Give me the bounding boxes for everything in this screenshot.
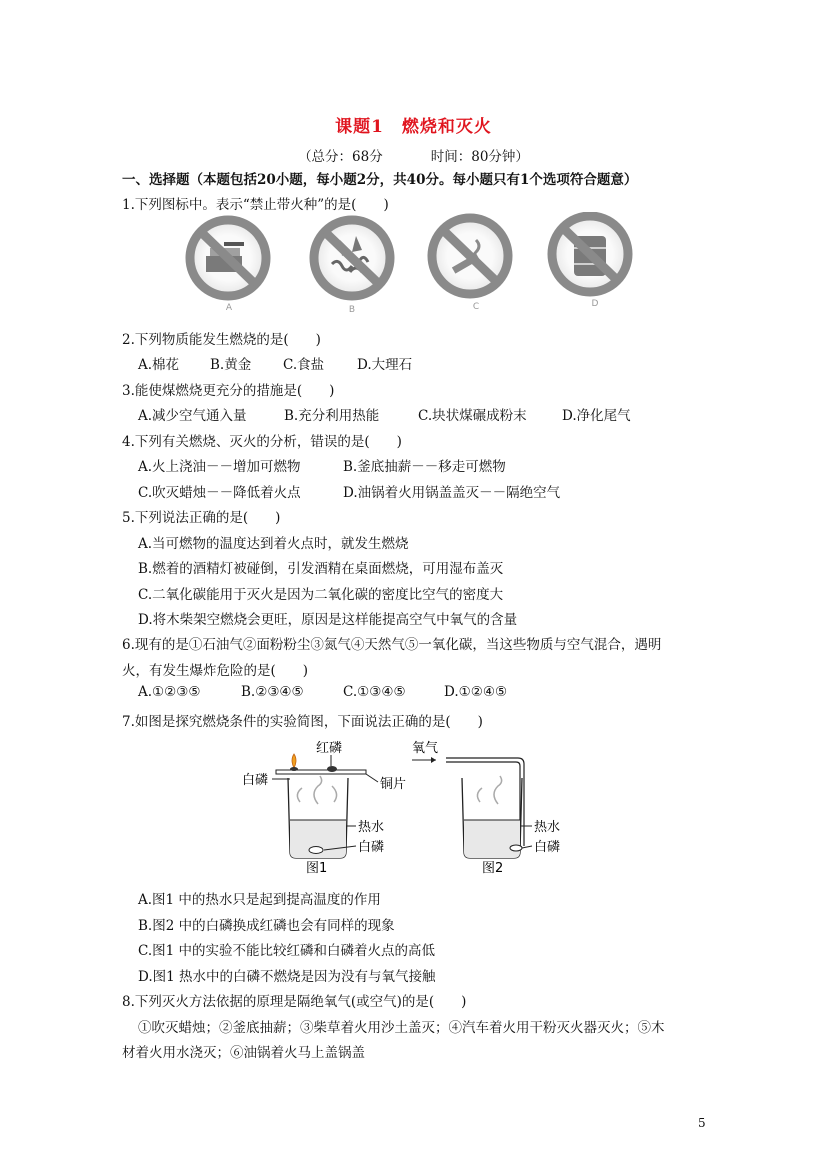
q7-option-c: C.图1 中的实验不能比较红磷和白磷着火点的高低 — [138, 943, 436, 959]
figure-1-caption: 图1 — [306, 861, 328, 876]
page-number: 5 — [698, 1116, 706, 1130]
q5-option-c: C.二氧化碳能用于灭火是因为二氧化碳的密度比空气的密度大 — [138, 587, 504, 603]
sign-label-a: A — [225, 303, 233, 313]
no-fuel-drum-sign-icon — [552, 216, 628, 292]
q3-option-b: B.充分利用热能 — [284, 408, 380, 424]
sign-label-d: D — [591, 299, 599, 309]
q6-option-d: D.①②④⑤ — [444, 684, 508, 700]
q5-option-a: A.当可燃物的温度达到着火点时，就发生燃烧 — [138, 536, 409, 552]
q2-option-d: D.大理石 — [357, 357, 413, 373]
q6-option-c: C.①③④⑤ — [343, 684, 406, 700]
no-smoking-sign-icon — [432, 218, 508, 294]
q4-option-d: D.油锅着火用锅盖盖灭－－隔绝空气 — [343, 485, 561, 501]
q2-option-b: B.黄金 — [210, 357, 252, 373]
no-fireworks-sign-icon — [314, 220, 390, 296]
figure-2-caption: 图2 — [482, 861, 504, 876]
q6-stem-line2: 火，有发生爆炸危险的是( ) — [122, 663, 309, 679]
q4-option-a: A.火上浇油－－增加可燃物 — [138, 459, 301, 475]
q5-option-d: D.将木柴架空燃烧会更旺，原因是这样能提高空气中氧气的含量 — [138, 612, 518, 628]
q8-list-line1: ①吹灭蜡烛；②釜底抽薪；③柴草着火用沙土盖灭；④汽车着火用干粉灭火器灭火；⑤木 — [138, 1020, 665, 1036]
q3-option-d: D.净化尾气 — [562, 408, 631, 424]
sign-label-c: C — [472, 302, 480, 312]
q3-stem: 3.能使煤燃烧更充分的措施是( ) — [122, 383, 335, 399]
q3-option-c: C.块状煤碾成粉末 — [418, 408, 527, 424]
q2-stem: 2.下列物质能发生燃烧的是( ) — [122, 332, 321, 348]
q4-stem: 4.下列有关燃烧、灭火的分析，错误的是( ) — [122, 434, 402, 450]
label-copper-sheet: 铜片 — [380, 777, 407, 792]
q8-list-line2: 材着火用水浇灭；⑥油锅着火马上盖锅盖 — [122, 1045, 365, 1061]
exam-info — [0, 145, 827, 165]
q2-option-c: C.食盐 — [283, 357, 325, 373]
q3-option-a: A.减少空气通入量 — [138, 408, 247, 424]
q4-option-b: B.釜底抽薪－－移走可燃物 — [343, 459, 506, 475]
label-hot-water-2: 热水 — [534, 820, 561, 835]
q6-stem-line1: 6.现有的是①石油气②面粉粉尘③氮气④天然气⑤一氧化碳，当这些物质与空气混合，遇明 — [122, 637, 662, 653]
q8-stem: 8.下列灭火方法依据的原理是隔绝氧气(或空气)的是( ) — [122, 994, 467, 1010]
q7-stem: 7.如图是探究燃烧条件的实验简图，下面说法正确的是( ) — [122, 714, 483, 730]
page-title: 课题1 燃烧和灭火 — [335, 117, 492, 137]
label-hot-water-1: 热水 — [358, 820, 385, 835]
total-score: （总分：68分 — [298, 149, 383, 165]
q7-option-d: D.图1 热水中的白磷不燃烧是因为没有与氧气接触 — [138, 969, 436, 985]
q1-stem: 1.下列图标中。表示“禁止带火种”的是( ) — [122, 197, 389, 213]
combustion-experiment-diagram — [236, 732, 576, 877]
q5-option-b: B.燃着的酒精灯被碰倒，引发酒精在桌面燃烧，可用湿布盖灭 — [138, 561, 504, 577]
q7-option-b: B.图2 中的白磷换成红磷也会有同样的现象 — [138, 918, 395, 934]
label-oxygen: 氧气 — [412, 741, 439, 756]
q4-option-c: C.吹灭蜡烛－－降低着火点 — [138, 485, 301, 501]
q6-option-b: B.②③④⑤ — [241, 684, 304, 700]
label-white-phosphorus-water: 白磷 — [358, 840, 385, 855]
exam-time: 时间：80分钟） — [430, 149, 529, 165]
q2-option-a: A.棉花 — [138, 357, 180, 373]
q5-stem: 5.下列说法正确的是( ) — [122, 510, 281, 526]
label-white-phosphorus-top: 白磷 — [242, 773, 269, 788]
no-matches-sign-icon — [190, 220, 266, 296]
label-red-phosphorus: 红磷 — [316, 741, 343, 756]
q7-option-a: A.图1 中的热水只是起到提高温度的作用 — [138, 892, 381, 908]
section-heading: 一、选择题（本题包括20小题，每小题2分，共40分。每小题只有1个选项符合题意） — [122, 172, 638, 188]
q6-option-a: A.①②③⑤ — [138, 684, 201, 700]
q1-sign-images — [180, 212, 650, 322]
label-white-phosphorus-2: 白磷 — [534, 840, 561, 855]
sign-label-b: B — [348, 305, 356, 315]
